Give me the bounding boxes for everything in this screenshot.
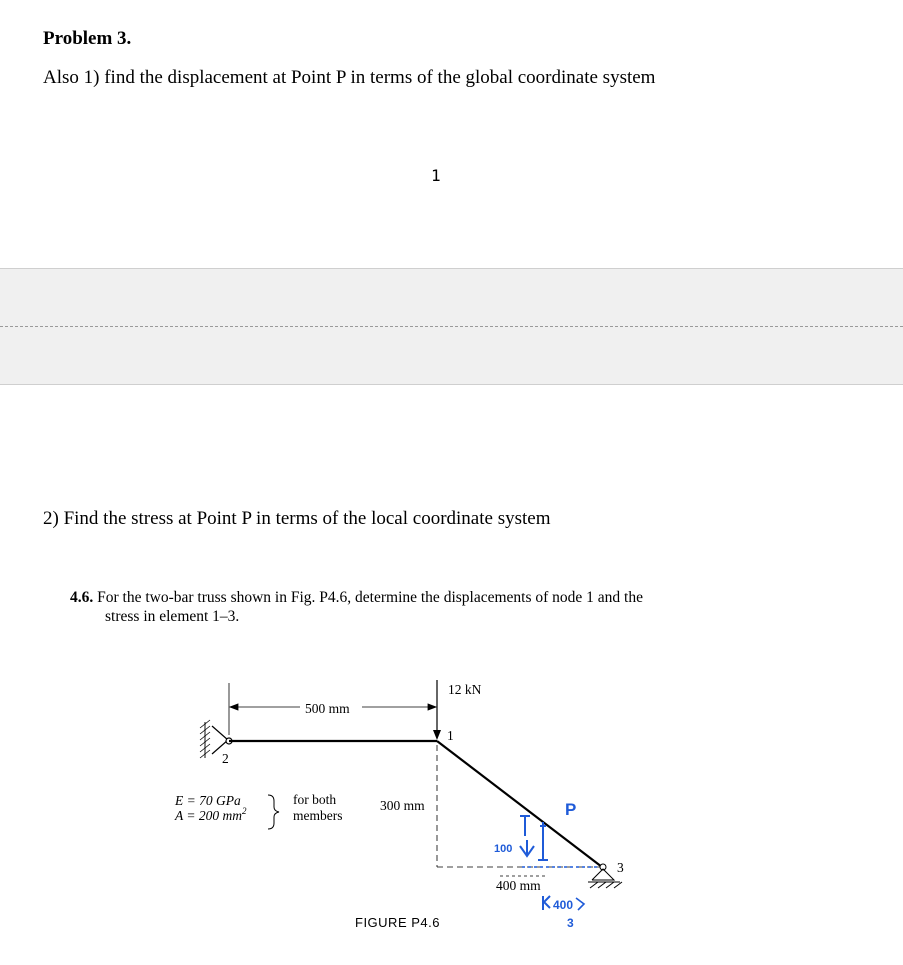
label-node1: 1 [447, 728, 454, 743]
part1-question: Also 1) find the displacement at Point P in terms of the global coordinate system [43, 67, 656, 88]
wall-hatch [200, 720, 210, 758]
problem-title: Problem 3. [43, 28, 132, 49]
textbook-problem-statement [70, 588, 790, 626]
label-load: 12 kN [448, 682, 482, 697]
statement-line-1: For the two-bar truss shown in Fig. P4.6, determine the displacements of node 1 and the [97, 589, 643, 606]
label-members: members [293, 808, 343, 823]
label-for-both: for both [293, 792, 337, 807]
page-number: 1 [431, 166, 441, 185]
label-300mm: 300 mm [380, 798, 425, 813]
brace [268, 795, 279, 829]
label-e: E = 70 GPa [175, 793, 241, 808]
part2-question: 2) Find the stress at Point P in terms of the local coordinate system [43, 508, 551, 529]
page-break-line [0, 326, 903, 327]
textbook-problem-number: 4.6. [70, 589, 94, 606]
page-gap-bottom [0, 327, 903, 385]
truss-figure [0, 640, 903, 950]
hand-label-3: 3 [567, 916, 574, 930]
page-gap-top [0, 268, 903, 327]
label-a: A = 200 $mm^2$ [175, 806, 247, 823]
handwritten-annotations [520, 816, 598, 910]
hand-label-400: 400 [553, 898, 574, 912]
label-node3: 3 [617, 860, 624, 875]
label-500mm: 500 mm [305, 701, 350, 716]
label-400mm: 400 mm [496, 878, 541, 893]
hand-label-100: 100 [494, 843, 513, 855]
hand-label-p: P [565, 800, 577, 819]
load-arrow [433, 680, 441, 740]
statement-line-2: stress in element 1–3. [105, 608, 240, 625]
label-node2: 2 [222, 751, 229, 766]
figure-caption: FIGURE P4.6 [355, 915, 440, 930]
member-1-3 [437, 741, 602, 867]
